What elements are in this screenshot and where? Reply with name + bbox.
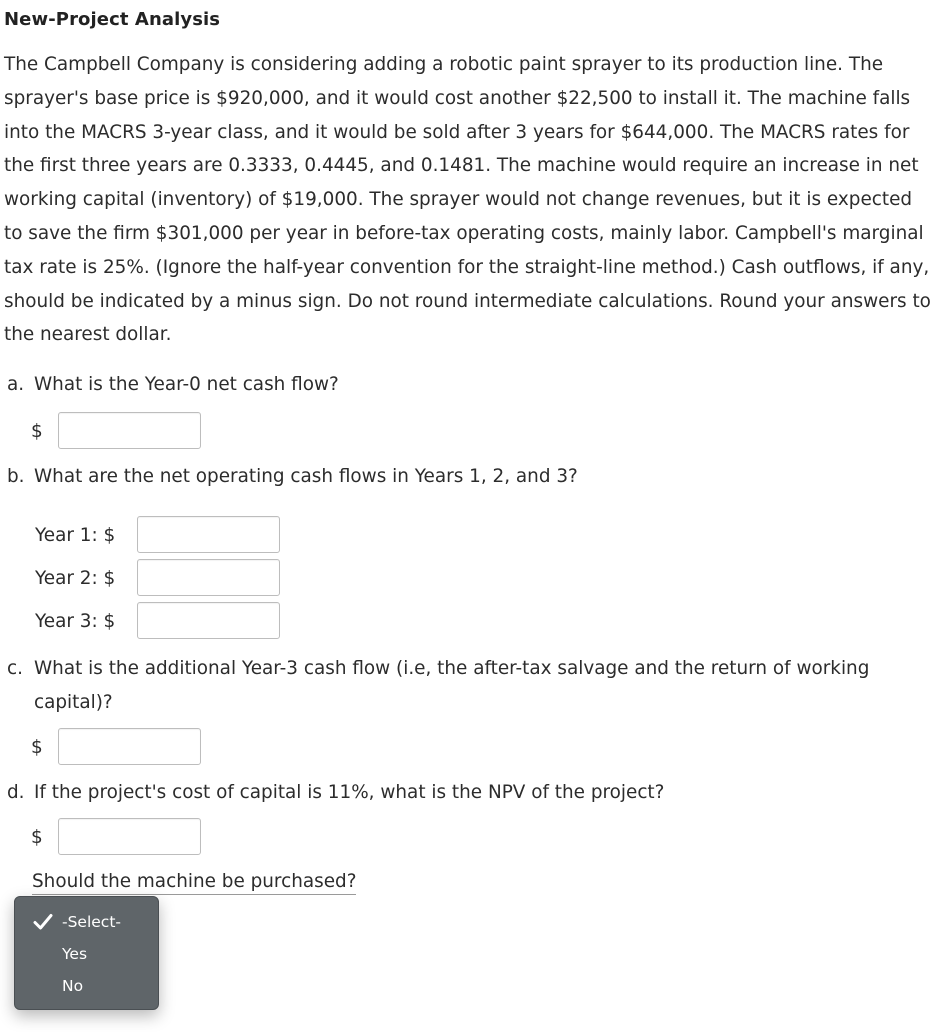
question-b-text: What are the net operating cash flows in Years 1, 2, and 3?: [34, 466, 578, 487]
year0-cash-flow-input[interactable]: [58, 412, 201, 449]
question-b: [7, 460, 578, 494]
year-1-label: Year 1: $: [35, 525, 116, 546]
question-d: [7, 776, 664, 810]
year-3-cash-flow-input[interactable]: [137, 602, 280, 639]
question-d-text: If the project's cost of capital is 11%, what is the NPV of the project?: [34, 782, 665, 803]
npv-input[interactable]: [58, 818, 201, 855]
year-3-label: Year 3: $: [35, 611, 116, 632]
select-option-no[interactable]: No: [62, 977, 84, 995]
question-a: [7, 368, 339, 402]
currency-symbol-a: $: [31, 421, 43, 442]
year-1-cash-flow-input[interactable]: [137, 516, 280, 553]
question-d-letter: d.: [7, 782, 25, 803]
question-c-text-line2: capital)?: [34, 691, 113, 713]
currency-symbol-d: $: [31, 827, 43, 848]
purchase-select-menu[interactable]: [14, 896, 159, 1010]
select-option-placeholder[interactable]: -Select-: [62, 913, 122, 931]
problem-statement: The Campbell Company is considering adding a robotic paint sprayer to its production line. The sprayer's base price is $920,000, and it would cost another $22,500 to install it. The machine falls into the MACRS 3-year class, and it would be sold after 3 years for $644,000. The MACRS rates for the first three years are 0.3333, 0.4445, and 0.1481. The machine would require an increase in net working capital (inventory) of $19,000. The sprayer would not change revenues, but it is expected to save the firm $301,000 per year in before-tax operating costs, mainly labor. Campbell's marginal tax rate is 25%. (Ignore the half-year convention for the straight-line method.) Cash outflows, if any, should be indicated by a minus sign. Do not round intermediate calculations. Round your answers to the nearest dollar.: [4, 54, 931, 346]
additional-year3-cash-flow-input[interactable]: [58, 728, 201, 765]
question-c-text-line1: What is the additional Year-3 cash flow (i.e, the after-tax salvage and the return of working: [34, 658, 870, 679]
question-c: [7, 652, 927, 719]
purchase-question: Should the machine be purchased?: [32, 871, 356, 895]
question-a-text: What is the Year-0 net cash flow?: [34, 374, 339, 395]
year-2-label: Year 2: $: [35, 568, 116, 589]
select-option-yes[interactable]: Yes: [62, 945, 88, 963]
currency-symbol-c: $: [31, 737, 43, 758]
question-a-letter: a.: [7, 374, 25, 395]
question-c-letter: c.: [7, 658, 23, 679]
page-title: New-Project Analysis: [4, 9, 221, 30]
year-2-cash-flow-input[interactable]: [137, 559, 280, 596]
question-b-letter: b.: [7, 466, 25, 487]
checkmark-icon: [33, 913, 53, 931]
